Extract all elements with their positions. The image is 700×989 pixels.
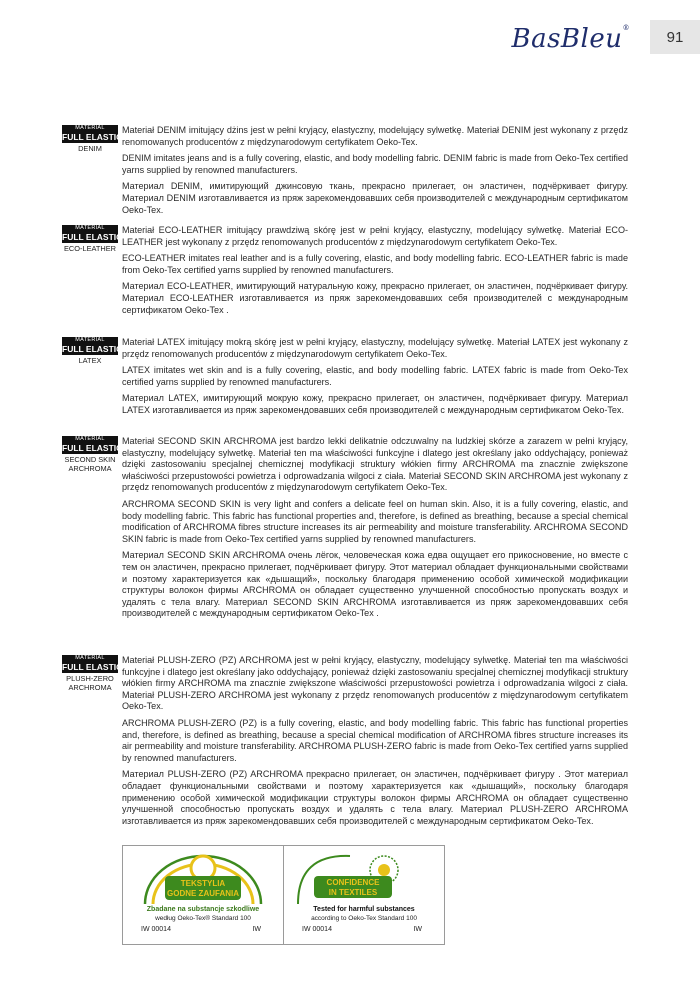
- material-entry-second-skin: [62, 436, 628, 625]
- material-label: [62, 125, 123, 153]
- description-ru: Материал SECOND SKIN ARCHROMA очень лёгок, человеческая кожа едва ощущает его прикосновение, но вместе с тем он эластичен, прекрасно прилегает, подчёркивает фигуру. Этот материал обладает функциональными свойствами и поэтому характеризуется как «дышащий», поскольку благодаря применению особой химической модификации структуры волокон фирмы ARCHROMA он обладает существенно улучшенной способностью пропускать воздух и удалять с тела влагу. Материал SECOND SKIN ARCHROMA изготавливается из пряж зарекомендовавших себя производителей с международным сертификатом Oeko-Tex .: [122, 550, 628, 619]
- description-en: LATEX imitates wet skin and is a fully covering, elastic, and body modelling fabric. LATEX fabric is made from Oeko-Tex certified yarns supplied by renowned manufacturers.: [122, 365, 628, 387]
- description-ru: Материал PLUSH-ZERO (PZ) ARCHROMA прекрасно прилегает, он эластичен, подчёркивает фигуру . Этот материал обладает функциональными свойствами и поэтому характеризуется как «дышащий», поскольку благодаря применению особой химической модификации структуры волокон фирмы ARCHROMA он обладает существенно улучшенной способностью пропускать воздух и удалять с тела влагу. Материал PLUSH-ZERO ARCHROMA изготавливается из пряж зарекомендовавших себя производителей с международным сертификатом Oeko-Tex.: [122, 769, 628, 826]
- material-tag: MATERIAL: [62, 436, 118, 443]
- material-entry-latex: [62, 337, 628, 422]
- material-name: DENIM: [78, 144, 102, 153]
- description-ru: Материал DENIM, имитирующий джинсовую ткань, прекрасно прилегает, он эластичен, подчёркивает фигуру. Материал DENIM изготавливается из пряж зарекомендовавших себя производителей с международным сертификатом Oeko-Tex.: [122, 181, 628, 215]
- description-ru: Материал ECO-LEATHER, имитирующий натуральную кожу, прекрасно прилегает, он эластичен, подчёркивает фигуру. Материал ECO-LEATHER изготавливается из пряж зарекомендовавших себя производителей с международным сертификатом Oeko-Tex .: [122, 281, 628, 315]
- cert-line-2: according to Oeko-Tex Standard 100: [311, 915, 417, 922]
- material-tag: MATERIAL: [62, 225, 118, 232]
- full-elastic-tag: FULL ELASTIC: [62, 443, 123, 453]
- material-name: SECOND SKIN ARCHROMA: [64, 455, 116, 473]
- cert-title-2: GODNE ZAUFANIA: [167, 889, 239, 898]
- brand-logo: BasBleu®: [511, 24, 630, 54]
- material-name: LATEX: [78, 356, 102, 365]
- cert-line-1: Zbadane na substancje szkodliwe: [146, 906, 260, 913]
- description-en: ARCHROMA PLUSH-ZERO (PZ) is a fully covering, elastic, and body modelling fabric. This fabric has functional properties and, therefore, is defined as breathing, because a special chemical modification of ARCHROMA fibres structure increases its air permeability and moisture transferability. ARCHROMA PLUSH-ZERO fabric is made from Oeko-Tex certified yarns supplied by renowned manufacturers.: [122, 717, 628, 763]
- oeko-tex-certificate-en: [283, 845, 445, 945]
- description-en: ARCHROMA SECOND SKIN is very light and confers a delicate feel on human skin. Also, it is a fully covering, elastic, and body modelling fabric. This fabric has functional properties and, therefore, is defined as breathing, because a special chemical modification of ARCHROMA fibres structure increases its air permeability and moisture transferability. ARCHROMA SECOND SKIN fabric is made from Oeko-Tex certified yarns supplied by renowned manufacturers.: [122, 498, 628, 544]
- material-label: [62, 436, 123, 473]
- cert-title-1: TEKSTYLIA: [180, 879, 226, 888]
- full-elastic-tag: FULL ELASTIC: [62, 232, 123, 242]
- full-elastic-tag: FULL ELASTIC: [62, 132, 123, 142]
- material-label: [62, 337, 123, 365]
- description-en: ECO-LEATHER imitates real leather and is a fully covering, elastic, and body modelling fabric. ECO-LEATHER fabric is made from Oeko-Tex certified yarns supplied by renowned manufacturers.: [122, 253, 628, 275]
- cert-title-2: IN TEXTILES: [328, 888, 378, 897]
- description-ru: Материал LATEX, имитирующий мокрую кожу, прекрасно прилегает, он эластичен, подчёркивает фигуру. Материал LATEX изготавливается из пряж зарекомендовавших себя производителей с международным сертификатом Oeko-Tex.: [122, 393, 628, 415]
- description-pl: Materiał ECO-LEATHER imitujący prawdziwą skórę jest w pełni kryjący, elastyczny, modelujący sylwetkę. Materiał ECO-LEATHER jest wykonany z przędz renomowanych producentów z międzynarodowym certyfikatem Oeko-Tex.: [122, 225, 628, 247]
- cert-institute: IW: [413, 926, 422, 933]
- description-en: DENIM imitates jeans and is a fully covering, elastic, and body modelling fabric. DENIM fabric is made from Oeko-Tex certified yarns supplied by renowned manufacturers.: [122, 153, 628, 175]
- material-label: [62, 225, 123, 253]
- material-entry-plush-zero: [62, 655, 628, 832]
- material-tag: MATERIAL: [62, 337, 118, 344]
- material-name: PLUSH-ZERO ARCHROMA: [66, 674, 114, 692]
- material-tag: MATERIAL: [62, 655, 118, 662]
- full-elastic-tag: FULL ELASTIC: [62, 662, 123, 672]
- cert-line-2: według Oeko-Tex® Standard 100: [155, 915, 251, 922]
- cert-code: IW 00014: [141, 926, 171, 933]
- material-label: [62, 655, 123, 692]
- cert-line-1: Tested for harmful substances: [313, 906, 415, 913]
- material-entry-denim: [62, 125, 628, 221]
- cert-title-1: CONFIDENCE: [326, 878, 380, 887]
- full-elastic-tag: FULL ELASTIC: [62, 344, 123, 354]
- material-entry-eco-leather: [62, 225, 628, 321]
- page-header: [0, 18, 700, 58]
- oeko-tex-certificate-pl: [122, 845, 284, 945]
- page-number: 91: [650, 20, 700, 54]
- oeko-tex-badge-icon: [123, 846, 283, 908]
- description-pl: Materiał SECOND SKIN ARCHROMA jest bardzo lekki delikatnie odczuwalny na ludzkiej skórze a zarazem w pełni kryjący, elastyczny, modelujący sylwetkę. Materiał ten ma właściwości funkcyjne i dlatego jest określany jako oddychający, ponieważ dzięki zastosowaniu specjalnej chemicznej modyfikacji struktury włókien firmy ARCHROMA ma znacznie zwiększone właściwości przepustowości powietrza i odprowadzania wilgoci z ciała. Materiał SECOND SKIN ARCHROMA jest wykonany z przędz renomowanych producentów z międzynarodowym certyfikatem Oeko-Tex.: [122, 436, 628, 493]
- material-tag: MATERIAL: [62, 125, 118, 132]
- material-name: ECO-LEATHER: [63, 244, 116, 253]
- oeko-tex-badge-icon: [284, 846, 444, 908]
- description-pl: Materiał LATEX imitujący mokrą skórę jest w pełni kryjący, elastyczny, modelujący sylwetkę. Materiał LATEX jest wykonany z przędz renomowanych producentów z międzynarodowym certyfikatem Oeko-Tex.: [122, 337, 628, 359]
- cert-code: IW 00014: [302, 926, 332, 933]
- cert-institute: IW: [252, 926, 261, 933]
- description-pl: Materiał PLUSH-ZERO (PZ) ARCHROMA jest w pełni kryjący, elastyczny, modelujący sylwetkę. Materiał ten ma właściwości funkcyjne i dlatego jest określany jako oddychający, ponieważ dzięki zastosowaniu specjalnej chemicznej modyfikacji struktury włókien firmy ARCHROMA ma znacznie zwiększone właściwości przepustowości powietrza i odprowadzania wilgoci z ciała. Materiał PLUSH-ZERO ARCHROMA jest wykonany z przędz renomowanych producentów z międzynarodowym certyfikatem Oeko-Tex.: [122, 655, 628, 712]
- description-pl: Materiał DENIM imitujący dżins jest w pełni kryjący, elastyczny, modelujący sylwetkę. Materiał DENIM jest wykonany z przędz renomowanych producentów z międzynarodowym certyfikatem Oeko-Tex.: [122, 125, 628, 147]
